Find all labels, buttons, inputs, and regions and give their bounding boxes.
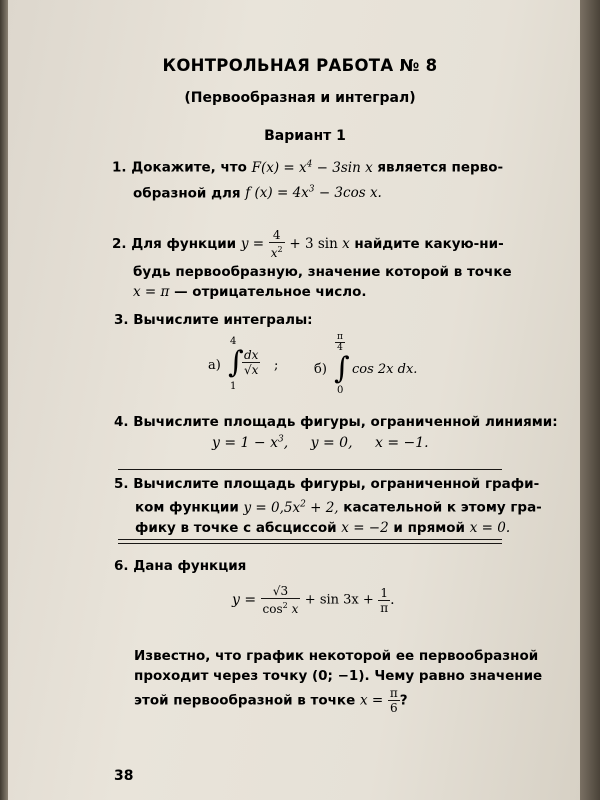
task-6-fraction-1: $\frac{√3}{\cos^2 x}$ <box>262 584 299 616</box>
task-5-line-3: фику в точке с абсциссой <box>135 519 342 536</box>
task-6-text: Дана функция <box>133 558 247 574</box>
integral-b-lower: 0 <box>337 385 344 396</box>
task-2-text-end: найдите какую-ни- <box>349 236 504 252</box>
task-2-line-3: — отрицательное число. <box>169 284 367 300</box>
task-6 <box>114 556 246 576</box>
divider-top <box>118 469 502 470</box>
task-6-question-mark: ? <box>399 692 408 709</box>
task-6-line-1: Известно, что график некоторой ее первообразной <box>134 648 539 664</box>
task-6-y-eq: y = <box>232 592 257 608</box>
integral-b-upper: $\frac{\pi}{4}$ <box>337 332 343 353</box>
task-4-eq-2: y = 0, <box>310 434 353 451</box>
integral-a-label: а) <box>208 358 221 373</box>
task-1-number: 1. <box>112 159 127 176</box>
task-6-line-2: проходит через точку (0; −1). Чему равно значение <box>134 668 543 684</box>
page-edge-right <box>580 0 600 800</box>
integral-a-upper: 4 <box>230 336 237 347</box>
task-6-number: 6. <box>114 558 129 574</box>
integral-a <box>208 338 308 396</box>
task-2-text: Для функции <box>131 236 237 252</box>
task-5 <box>114 474 542 538</box>
task-1-text-end: является перво- <box>372 159 504 176</box>
task-4-eq-1: $y = 1 - x^3$, <box>212 434 289 451</box>
page-title: КОНТРОЛЬНАЯ РАБОТА № 8 <box>162 56 438 75</box>
task-5-x-eq: x = −2 <box>341 519 389 536</box>
task-4-eq-3: x = −1. <box>374 434 429 451</box>
task-4-number: 4. <box>114 414 129 430</box>
task-3-number: 3. <box>114 312 129 328</box>
integral-b <box>314 332 424 398</box>
page-number: 38 <box>114 768 134 784</box>
integral-a-semicolon: ; <box>274 358 279 373</box>
variant-heading: Вариант 1 <box>264 128 346 144</box>
task-6-line-3-text: этой первообразной в точке <box>134 692 360 709</box>
task-6-x-eq: x = <box>359 692 384 709</box>
task-6-line-3 <box>134 686 408 720</box>
task-4-text: Вычислите площадь фигуры, ограниченной линиями: <box>133 414 558 430</box>
task-3 <box>114 310 313 330</box>
task-6-body <box>134 646 542 686</box>
task-5-line-1: Вычислите площадь фигуры, ограниченной графи- <box>133 476 540 492</box>
task-2-line-2: будь первообразную, значение которой в точке <box>133 264 512 280</box>
task-5-function: $y = 0,5x^2 + 2$, <box>243 499 339 516</box>
task-4-equations <box>212 434 429 451</box>
task-2-tail: + 3 sin <box>289 236 343 252</box>
task-2-y-eq: y = <box>240 236 265 252</box>
task-1 <box>112 154 503 203</box>
task-2-tail-x: x <box>342 236 350 252</box>
task-5-line-2-end: касательной к этому гра- <box>338 499 542 516</box>
task-1-formula-F: $F(x) = x^4 - 3\sin$ x <box>251 159 373 176</box>
integral-a-sign: ∫ <box>228 345 244 380</box>
task-6-fraction-2: $\frac{1}{\pi}$ <box>380 585 389 615</box>
task-4 <box>114 412 558 432</box>
task-5-number: 5. <box>114 476 129 492</box>
task-3-text: Вычислите интегралы: <box>133 312 313 328</box>
task-5-line-3-mid: и прямой <box>388 519 470 536</box>
integral-a-lower: 1 <box>230 381 237 392</box>
task-6-formula <box>232 584 395 616</box>
divider-bottom-2 <box>118 543 502 544</box>
task-5-line-2: ком функции <box>135 499 244 516</box>
task-6-dot: . <box>390 592 395 608</box>
task-2-x-pi: x = π <box>133 284 170 300</box>
page-subtitle: (Первообразная и интеграл) <box>184 90 416 106</box>
task-6-fraction-3: $\frac{\pi}{6}$ <box>389 686 398 715</box>
task-1-line-2: образной для <box>133 185 246 201</box>
task-1-text: Докажите, что <box>131 159 247 176</box>
task-1-formula-f: f $(x) = 4x^3 - 3\cos$ x. <box>245 184 382 201</box>
task-5-x-eq-2: x = 0. <box>469 519 511 536</box>
divider-bottom-1 <box>118 539 502 540</box>
page-edge-left <box>0 0 8 800</box>
task-2 <box>112 228 512 302</box>
integral-b-sign: ∫ <box>334 351 350 386</box>
task-2-fraction: $\frac{4}{x^2}$ <box>270 228 283 260</box>
integral-b-body: cos 2x dx. <box>352 362 418 377</box>
integral-b-label: б) <box>314 362 327 377</box>
task-6-mid: + sin 3x + <box>304 592 374 608</box>
task-2-number: 2. <box>112 236 127 252</box>
integral-a-fraction: $\frac{dx}{√x}$ <box>244 348 259 377</box>
